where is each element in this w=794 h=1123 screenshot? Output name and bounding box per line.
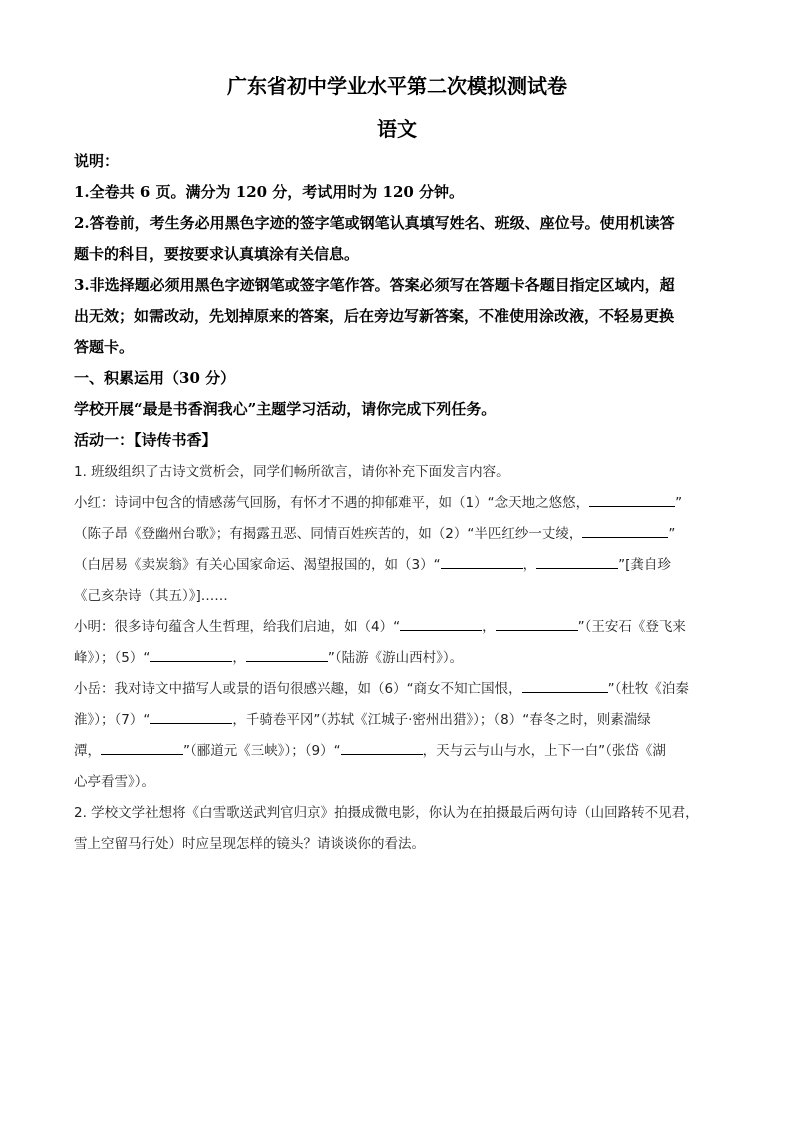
text: ”[龚自珍	[618, 557, 671, 573]
text: ”（杜牧《泊秦	[607, 681, 689, 697]
answer-blank[interactable]	[522, 678, 608, 693]
text: 小岳：我对诗文中描写人或景的语句很感兴趣，如（6）“商女不知亡国恨，	[74, 681, 522, 697]
text: （白居易《卖炭翁》有关心国家命运、渴望报国的，如（3）“	[74, 557, 441, 573]
text: ”（陆游《游山西村》）。	[327, 650, 464, 666]
text: ”（王安石《登飞来	[577, 619, 686, 635]
text: （陈子昂《登幽州台歌》；有揭露丑恶、同情百姓疾苦的，如（2）“半匹红纱一丈绫，	[74, 526, 583, 542]
q2-line: 雪上空留马行处）时应呈现怎样的镜头？请谈谈你的看法。	[74, 836, 425, 852]
answer-blank[interactable]	[496, 616, 578, 631]
instruction-item: 3.非选择题必须用黑色字迹钢笔或签字笔作答。答案必须写在答题卡各题目指定区域内，超	[74, 276, 675, 294]
activity-heading: 活动一：【诗传书香】	[74, 431, 217, 449]
section-heading: 一、积累运用（30 分）	[74, 369, 236, 387]
instruction-item: 答题卡。	[74, 338, 135, 356]
answer-blank[interactable]	[400, 616, 482, 631]
text: 小红：诗词中包含的情感荡气回肠，有怀才不遇的抑郁难平，如（1）“念天地之悠悠，	[74, 495, 590, 511]
answer-blank[interactable]	[101, 740, 183, 755]
text: ，	[522, 557, 537, 573]
text: ，天与云与山与水，上下一白”（张岱《湖	[422, 743, 666, 759]
q1-xiaoyue-line	[74, 674, 722, 705]
instructions	[74, 146, 722, 456]
text: 小明：很多诗句蕴含人生哲理，给我们启迪，如（4）“	[74, 619, 401, 635]
instruction-item: 出无效；如需改动，先划掉原来的答案，后在旁边写新答案，不准使用涂改液，不轻易更换	[74, 307, 675, 325]
answer-blank[interactable]	[150, 647, 232, 662]
answer-blank[interactable]	[441, 554, 523, 569]
question-1	[74, 457, 722, 798]
answer-blank[interactable]	[589, 492, 675, 507]
text: ，千骑卷平冈”（苏轼《江城子·密州出猎》）；（8）“春冬之时，则素湍绿	[232, 712, 651, 728]
text: ，	[482, 619, 496, 635]
q2-line: 2. 学校文学社想将《白雪歌送武判官归京》拍摄成微电影，你认为在拍摄最后两句诗（山回路转不见君，	[74, 805, 699, 821]
section-intro: 学校开展“最是书香润我心”主题学习活动，请你完成下列任务。	[74, 400, 497, 418]
q1-xiaohong-line: 《己亥杂诗（其五）》]……	[74, 588, 228, 604]
text: ”（郦道元《三峡》）；（9）“	[183, 743, 341, 759]
instruction-item: 2.答卷前，考生务必用黑色字迹的签字笔或钢笔认真填写姓名、班级、座位号。使用机读答	[74, 214, 675, 232]
q1-xiaoming-line	[74, 612, 722, 643]
answer-blank[interactable]	[582, 523, 668, 538]
subject-title: 语文	[377, 117, 417, 141]
answer-blank[interactable]	[341, 740, 423, 755]
q1-xiaoming-line	[74, 643, 722, 674]
q1-xiaohong-line	[74, 550, 722, 581]
q1-xiaoyue-line	[74, 705, 722, 736]
text: 潭，	[74, 743, 101, 759]
exam-title: 广东省初中学业水平第二次模拟测试卷	[227, 74, 567, 98]
text: 峰》）；（5）“	[74, 650, 151, 666]
question-2	[74, 798, 722, 860]
instruction-item: 1.全卷共 6 页。满分为 120 分，考试用时为 120 分钟。	[74, 183, 465, 201]
q1-xiaohong-line	[74, 488, 722, 519]
text: ”	[668, 526, 676, 542]
q1-xiaohong-line	[74, 519, 722, 550]
instruction-item: 题卡的科目，要按要求认真填涂有关信息。	[74, 245, 360, 263]
text: 淮》）；（7）“	[74, 712, 151, 728]
q1-xiaoyue-line: 心亭看雪》）。	[74, 774, 155, 790]
instructions-heading: 说明：	[74, 152, 120, 170]
text: ”	[675, 495, 683, 511]
answer-blank[interactable]	[246, 647, 328, 662]
answer-blank[interactable]	[150, 709, 232, 724]
text: ，	[232, 650, 246, 666]
q1-xiaoyue-line	[74, 736, 722, 767]
answer-blank[interactable]	[536, 554, 618, 569]
q1-stem: 1. 班级组织了古诗文赏析会，同学们畅所欲言，请你补充下面发言内容。	[74, 464, 510, 480]
